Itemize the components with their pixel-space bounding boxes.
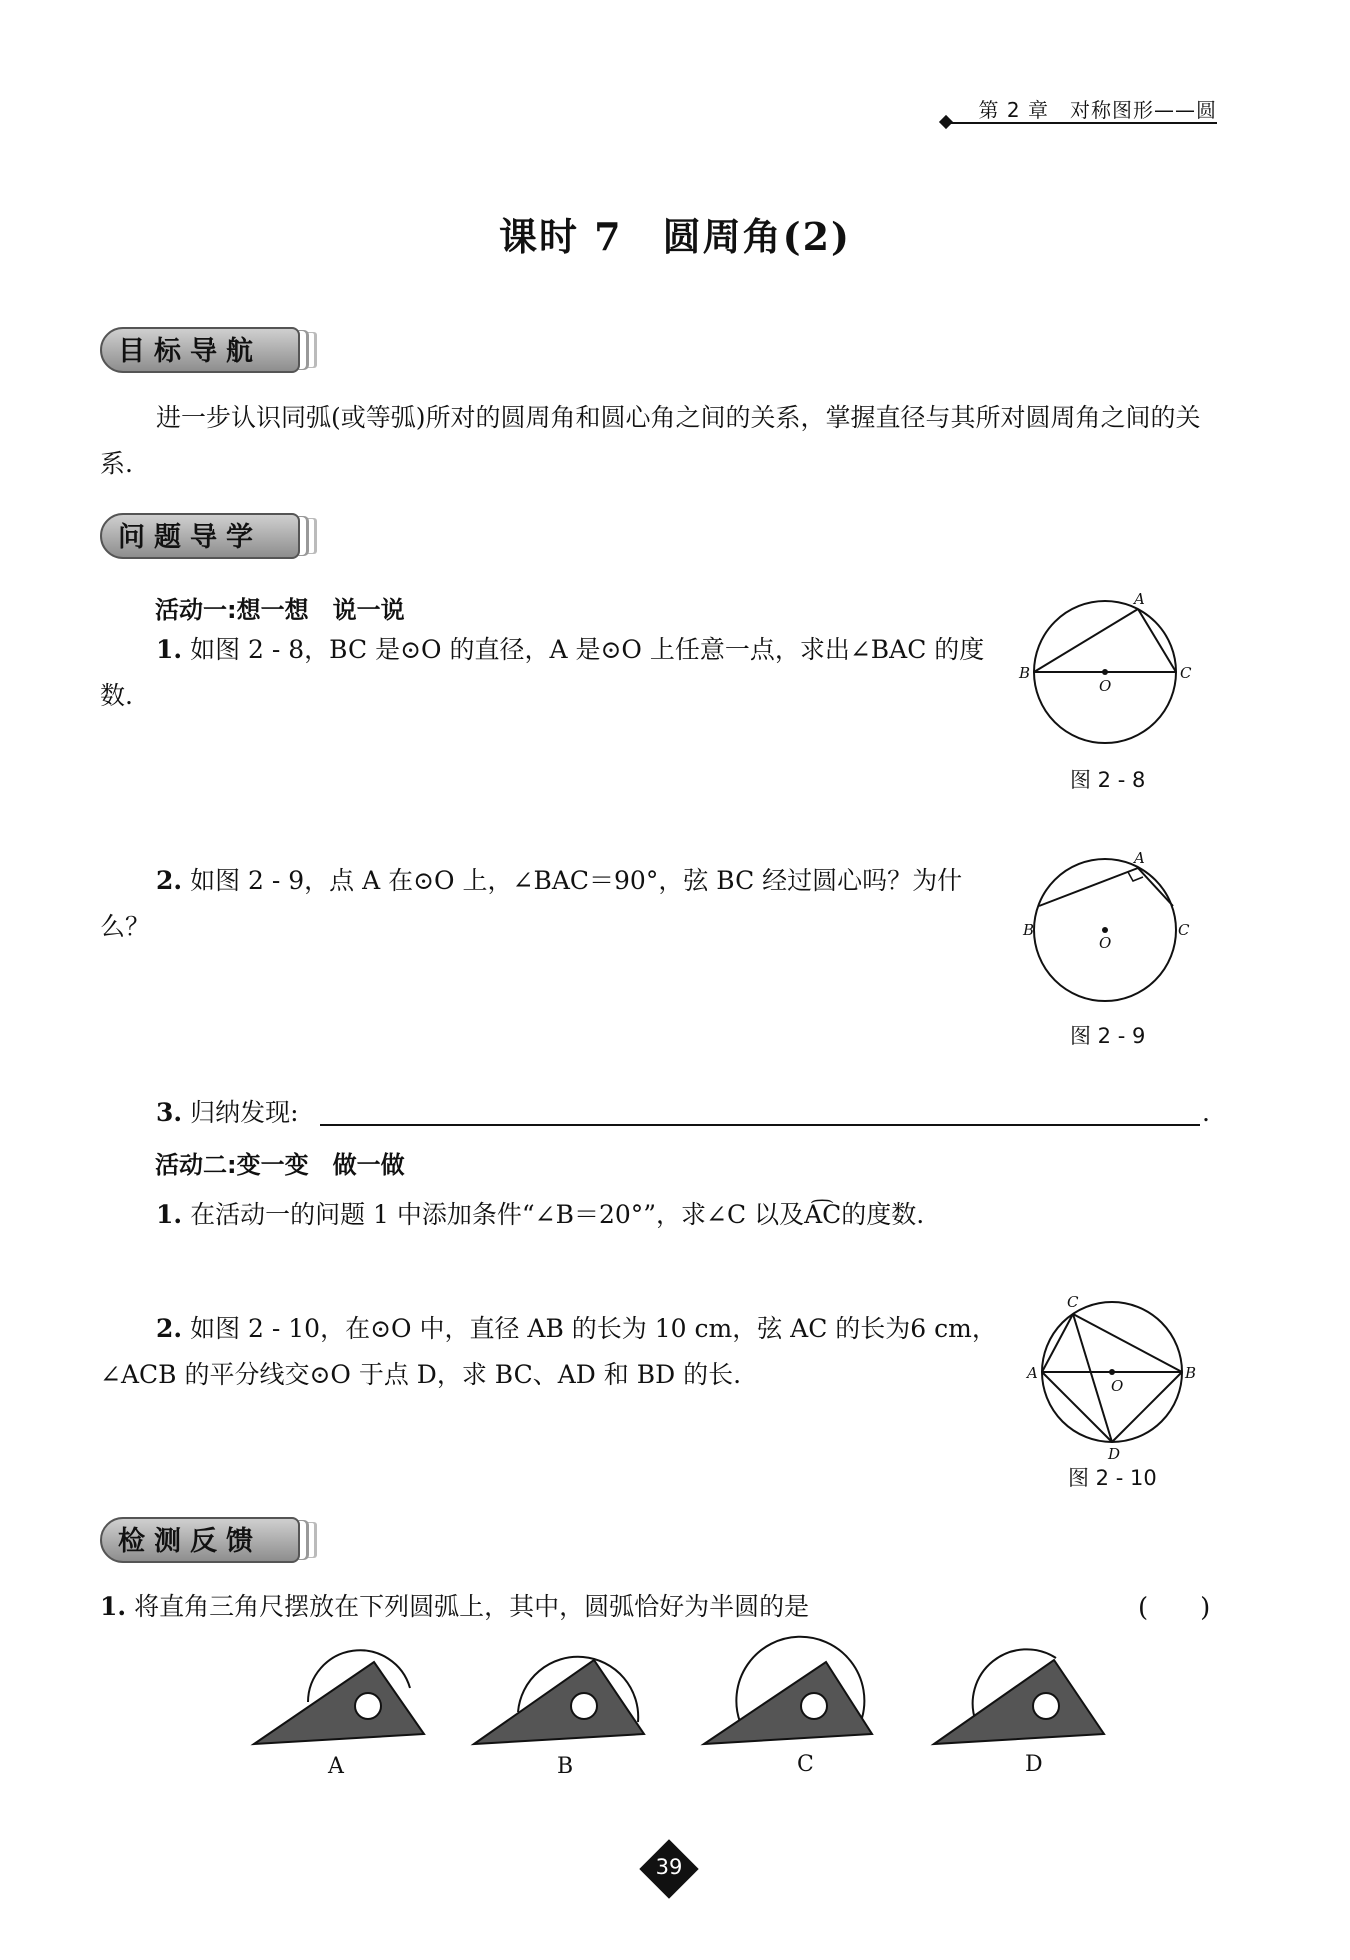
- fig10-label-a: A: [1027, 1364, 1038, 1382]
- activity2-title: 活动二:变一变 做一做: [155, 1151, 405, 1179]
- question-number: 2.: [156, 866, 183, 895]
- fig10-caption: 图 2 - 10: [1068, 1466, 1157, 1490]
- fig8-label-a: A: [1134, 590, 1145, 608]
- chapter-header: 第 2 章 对称图形——圆: [978, 98, 1217, 122]
- question-number: 2.: [156, 1314, 183, 1343]
- question-text: 如图 2 - 9，点 A 在⊙O 上，∠BAC＝90°，弦 BC 经过圆心吗？为什么？: [100, 866, 963, 941]
- lesson-title: 课时 7 圆周角(2): [498, 214, 852, 259]
- activity1-q1: [100, 627, 1000, 719]
- figure-2-10: [1025, 1292, 1205, 1463]
- question-number: 1.: [156, 1200, 183, 1229]
- figure-2-8: [1015, 592, 1205, 752]
- option-d-label: D: [1025, 1752, 1043, 1777]
- option-c-figure: [700, 1640, 880, 1750]
- option-d-figure: [930, 1650, 1110, 1750]
- activity1-q2: [100, 858, 1000, 950]
- activity1-q3: [100, 1090, 1220, 1136]
- option-b-label: B: [557, 1754, 574, 1779]
- section-tag-guide: 问题导学: [100, 513, 300, 559]
- fig9-label-c: C: [1178, 921, 1190, 939]
- option-c-label: C: [797, 1752, 814, 1777]
- chapter-underline: [945, 122, 1217, 124]
- question-number: 1.: [156, 635, 183, 664]
- question-text: 在活动一的问题 1 中添加条件“∠B＝20°”，求∠C 以及A͡C的度数.: [190, 1200, 925, 1229]
- fig10-label-b: B: [1185, 1364, 1197, 1382]
- section-tag-check: 检测反馈: [100, 1517, 300, 1563]
- answer-blank-line[interactable]: [320, 1124, 1200, 1126]
- fig8-label-b: B: [1019, 664, 1031, 682]
- question-number: 1.: [100, 1592, 127, 1621]
- section-tag-goal: 目标导航: [100, 327, 300, 373]
- question-text: 将直角三角尺摆放在下列圆弧上，其中，圆弧恰好为半圆的是: [134, 1592, 810, 1621]
- option-a-label: A: [328, 1754, 344, 1779]
- question-text: 如图 2 - 10，在⊙O 中，直径 AB 的长为 10 cm，弦 AC 的长为6 cm，∠ACB 的平分线交⊙O 于点 D，求 BC、AD 和 BD 的长.: [100, 1314, 997, 1389]
- activity1-title: 活动一:想一想 说一说: [155, 596, 405, 624]
- activity2-q1: [100, 1192, 1220, 1238]
- question-number: 3.: [156, 1098, 183, 1127]
- answer-parentheses[interactable]: ( ): [1138, 1593, 1211, 1623]
- option-a-figure: [250, 1650, 430, 1750]
- fig10-label-c: C: [1067, 1293, 1079, 1311]
- page-number: 39: [655, 1855, 683, 1879]
- fig8-caption: 图 2 - 8: [1070, 768, 1146, 792]
- q3-period: .: [1202, 1098, 1210, 1127]
- fig9-label-o: O: [1099, 934, 1112, 952]
- fig8-label-c: C: [1180, 664, 1192, 682]
- fig9-label-a: A: [1134, 849, 1145, 867]
- fig10-label-d: D: [1108, 1445, 1121, 1463]
- question-text: 归纳发现:: [190, 1098, 299, 1127]
- check-q1: [100, 1584, 1000, 1630]
- fig9-label-b: B: [1023, 921, 1035, 939]
- fig10-label-o: O: [1111, 1377, 1124, 1395]
- fig9-caption: 图 2 - 9: [1070, 1024, 1146, 1048]
- activity2-q2: [100, 1306, 1010, 1398]
- option-b-figure: [470, 1650, 650, 1750]
- figure-2-9: [1015, 848, 1205, 1008]
- question-text: 如图 2 - 8，BC 是⊙O 的直径，A 是⊙O 上任意一点，求出∠BAC 的度数.: [100, 635, 985, 710]
- fig8-label-o: O: [1099, 677, 1112, 695]
- goal-text: 进一步认识同弧(或等弧)所对的圆周角和圆心角之间的关系，掌握直径与其所对圆周角之间的关系.: [100, 403, 1201, 478]
